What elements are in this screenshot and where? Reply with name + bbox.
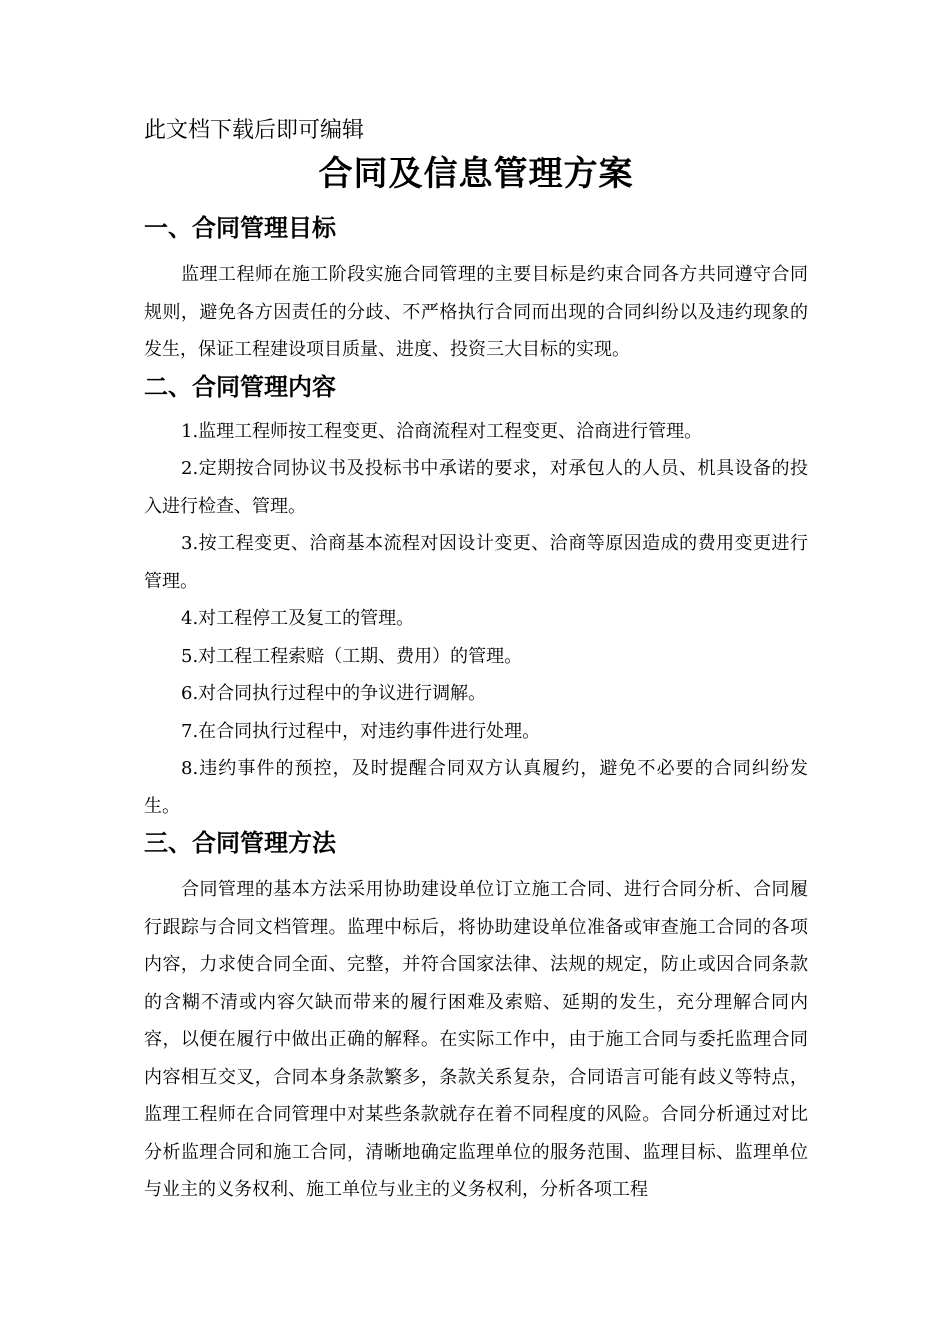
list-item-7: 7.在合同执行过程中，对违约事件进行处理。 [181,720,541,742]
section-heading-goals: 一、合同管理目标 [144,213,336,242]
list-item-1: 1.监理工程师按工程变更、洽商流程对工程变更、洽商进行管理。 [181,420,703,442]
list-item-5: 5.对工程工程索赔（工期、费用）的管理。 [181,645,523,667]
section-heading-content: 二、合同管理内容 [144,371,336,401]
paragraph-goals: 监理工程师在施工阶段实施合同管理的主要目标是约束合同各方共同遵守合同规则，避免各方因责任的分歧、不严格执行合同而出现的合同纠纷以及违约现象的发生，保证工程建设项目质量、进度、投资三大目标的实现。 [144,264,808,360]
download-note: 此文档下载后即可编辑 [144,118,365,143]
list-item-4: 4.对工程停工及复工的管理。 [181,608,415,629]
list-item-2: 2.定期按合同协议书及投标书中承诺的要求，对承包人的人员、机具设备的投入进行检查、管理。 [144,458,808,517]
list-item-6: 6.对合同执行过程中的争议进行调解。 [181,683,487,704]
list-item-8: 8.违约事件的预控，及时提醒合同双方认真履约，避免不必要的合同纠纷发生。 [144,758,808,817]
section-heading-methods: 三、合同管理方法 [144,828,336,857]
list-item-3: 3.按工程变更、洽商基本流程对因设计变更、洽商等原因造成的费用变更进行管理。 [144,533,808,592]
document-page [144,116,808,1209]
document-title: 合同及信息管理方案 [318,154,634,194]
paragraph-methods: 合同管理的基本方法采用协助建设单位订立施工合同、进行合同分析、合同履行跟踪与合同文档管理。监理中标后，将协助建设单位准备或审查施工合同的各项内容，力求使合同全面、完整，并符合国家法律、法规的规定，防止或因合同条款的含糊不清或内容欠缺而带来的履行困难及索赔、延期的发生，充分理解合同内容，以便在履行中做出正确的解释。在实际工作中，由于施工合同与委托监理合同内容相互交叉，合同本身条款繁多，条款关系复杂，合同语言可能有歧义等特点，监理工程师在合同管理中对某些条款就存在着不同程度的风险。合同分析通过对比分析监理合同和施工合同，清晰地确定监理单位的服务范围、监理目标、监理单位与业主的义务权利、施工单位与业主的义务权利，分析各项工程 [144,879,808,1200]
